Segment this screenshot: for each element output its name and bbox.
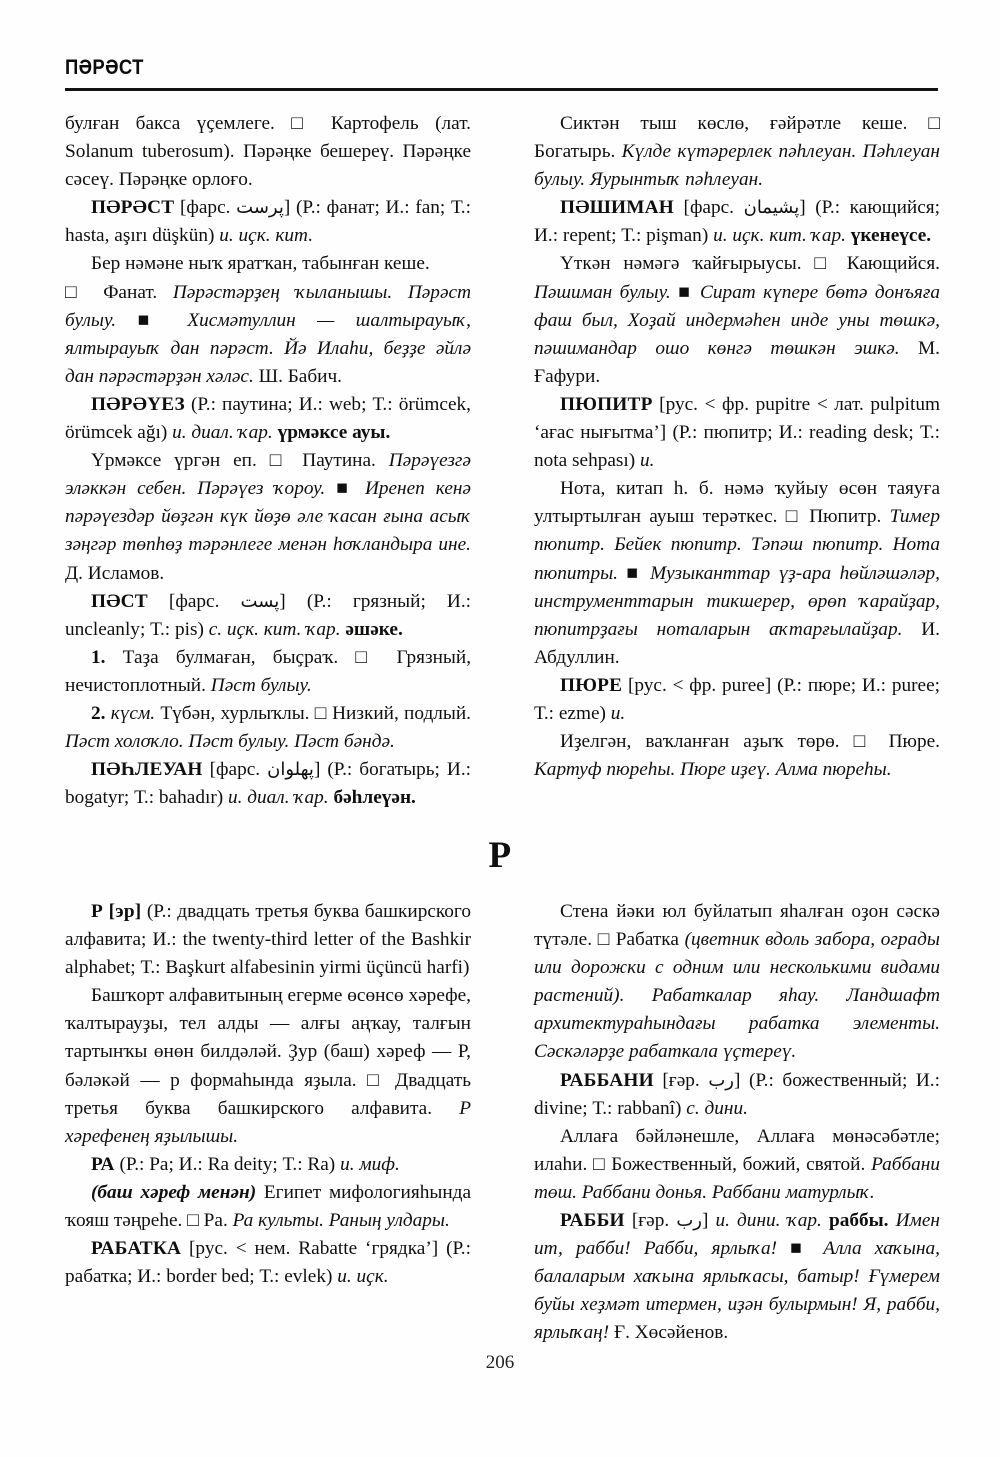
citation-pashiman: ■ Сират күпере бөтә донъяға фаш был, Хоҙай индермәһен инде уны төшкә, пәшимандар ошо көнгә төшкән эшкә.: [534, 281, 941, 359]
sense-rus-2: □ Низкий, подлый.: [314, 702, 471, 724]
etymology-rabatka: [рус. < нем. Rabatte ‘грядка’]: [189, 1238, 439, 1260]
crossref-rabbi: раббы.: [828, 1210, 889, 1232]
citation-pyupitr: ■ Музыканттар үҙ-ара һөйләшәләр, инструменттарын тикшерер, өрөп ҡарайҙар, пюпитрҙағы ноталарын аҡтарғылайҙар.: [534, 562, 940, 640]
static-r15: [778, 506, 786, 527]
right-column-upper: [534, 110, 940, 812]
body-r-letter: [65, 982, 471, 1151]
grammar-pashiman: и. иҫк. кит. ҡар.: [713, 225, 846, 247]
section-letter-heading: Р: [488, 835, 512, 876]
russian-parast: □ Фанат.: [65, 281, 158, 303]
russian-rabbani: □ Божественный, божий, святой.: [593, 1153, 866, 1175]
left-column-lower: [65, 898, 471, 1348]
static-q10: [: [624, 1210, 639, 1232]
static-q6: ]: [733, 1069, 749, 1091]
entry-rabbi: [534, 1207, 940, 1347]
etym-script-parast: پرست: [236, 197, 284, 219]
entry-rabatka-continuation: [534, 898, 940, 1067]
definition-pashiman: Үткән нәмәгә ҡайғырыусы.: [560, 253, 802, 275]
static-r4: [734, 197, 744, 218]
static-sp10: [376, 450, 389, 471]
body-pyure: [534, 728, 940, 784]
headword-r-letter: Р [эр]: [91, 901, 142, 922]
static-l10: [438, 1238, 446, 1259]
grammar-pyure: и.: [610, 702, 626, 724]
glosses-pyure: (Р.: пюре; И.: puree; Т.: ezme): [534, 674, 940, 724]
headword-ra: РА: [91, 1153, 115, 1175]
definition-r-letter: Башҡорт алфавитының егерме өсөнсө хәрефе, ҡалтырауҙы, тел алды — алғы аңҡау, талғын тартынҡы өнөн билдәләй. Ҙур (баш) хәреф — Р, бәләкәй — р формаһында яҙыла.: [65, 985, 471, 1091]
glosses-past: (Р.: грязный; И.: uncleanly; Т.: pis): [65, 590, 472, 640]
entry-pahleuan-continuation: [534, 110, 940, 194]
russian-r-letter: □ Двадцать третья буква башкирского алфавита.: [65, 1069, 472, 1119]
russian-pyupitr: □ Пюпитр.: [785, 506, 882, 528]
entry-rabbani: [534, 1067, 940, 1123]
author-parast: Ш. Бабич.: [258, 365, 342, 387]
definition-parast: [65, 250, 471, 278]
grammar-parauez: и. диал. ҡар.: [172, 422, 273, 444]
glosses-ra: (Р.: Ра; И.: Ra deity; Т.: Ra): [119, 1153, 336, 1175]
entry-parangke-continuation: булған бакса үҫемлеге. □ Картофель (лат. Solanum tuberosum). Пәрәңке бешереү. Пәрәңке сәсеү. Пәрәңке орлоғо.: [65, 113, 471, 191]
crossref-parauez: үрмәксе ауы.: [277, 422, 391, 444]
glosses-r-letter: (Р.: двадцать третья буква башкирского алфавита; И.: the twenty-third letter of the Bashkir alphabet; Т.: Başkurt alfabesinin yirmi üçüncü harfi): [65, 901, 472, 979]
crossref-pahleuan: бәһлеүән.: [333, 787, 416, 809]
static-sp17: [338, 647, 355, 668]
headword-pyupitr: ПЮПИТР: [560, 393, 653, 415]
static-r8: [802, 253, 815, 274]
right-column-lower: [534, 898, 940, 1348]
sense-ex-2: Пәст холоҡло. Пәст булыу. Пәст бәндә.: [65, 731, 395, 753]
etym-lang-parast: фарс.: [186, 197, 231, 219]
examples-pyupitr: Тимер пюпитр. Бейек пюпитр. Тәпәш пюпитр. Нота пюпитры.: [534, 506, 940, 584]
static-r16: [881, 506, 889, 527]
definition-pyupitr: Нота, китап һ. б. нәмә ҡуйыу өсөн таяуға ултыртылған ауыш терәткес.: [534, 478, 940, 528]
russian-pyure: □ Пюре.: [853, 731, 940, 753]
body-rabbani: [534, 1123, 940, 1207]
crossref-pashiman: үкенеүсе.: [850, 225, 932, 247]
glosses-pyupitr: (Р.: пюпитр; И.: reading desk; Т.: nota sehpası): [534, 422, 940, 472]
russian-rabatka: □ Рабатка: [597, 929, 679, 951]
entry-parauez: [65, 391, 471, 447]
examples-parauez: Пәрәүезгә эләккән себен. Пәрәүез ҡороу.: [65, 450, 471, 500]
static-sp16: [105, 647, 122, 668]
examples-pashiman: Пәшиман булыу.: [534, 281, 671, 303]
headword-rabbi: РАББИ: [560, 1210, 625, 1232]
entry-rabatka: [65, 1235, 471, 1291]
grammar-rabatka: и. иҫк.: [337, 1266, 389, 1288]
sense-def-1: Таҙа булмаған, быҫраҡ.: [122, 646, 339, 668]
headword-pashiman: ПӘШИМАН: [560, 197, 674, 219]
citation-parauez: ■ Иренеп кенә пәрәүездәр йөҙгән күк йөҙө әле ҡасан ғына асыҡ зәңгәр төпһөҙ тәрәнлеге менән һоҡландыра ине.: [65, 478, 471, 556]
sense-rus-1: □ Грязный, нечистоплотный.: [65, 646, 472, 696]
etym-lang-rabbani: ғәр.: [668, 1069, 700, 1091]
entry-ra: [65, 1151, 471, 1179]
sense-ex-1: Пәст булыу.: [210, 674, 312, 696]
etym-lang-pashiman: фарс.: [689, 197, 735, 219]
glosses-pahleuan: (Р.: богатырь; И.: bogatyr; Т.: bahadır): [65, 759, 471, 809]
static-sp13: [219, 591, 240, 612]
grammar-parast: и. иҫк. кит.: [219, 225, 314, 247]
examples-ra: Ра культы. Раның улдары.: [232, 1210, 450, 1232]
headword-parast: ПӘРӘСТ: [91, 197, 175, 219]
body-parauez: [65, 447, 471, 587]
etym-script-pashiman: پشیمان: [743, 197, 800, 219]
sense-number-1: 1.: [91, 646, 106, 668]
entry-pyure: [534, 672, 940, 728]
label-ra: (баш хәреф менән): [91, 1181, 257, 1203]
static-b3: [: [202, 759, 217, 781]
russian-pashiman: □ Кающийся.: [814, 253, 941, 275]
etymology-pyupitr: [рус. < фр. pupitre < лат. pulpitum ‘ағас нығытма’]: [534, 393, 941, 444]
grammar-pyupitr: и.: [640, 450, 655, 472]
examples-pahleuan: Күлде күтәрерлек пәһлеуан. Пәһлеуан булыу. Яурынтыҡ пәһлеуан.: [534, 141, 940, 191]
entry-r-letter: [65, 898, 471, 982]
author-rabbi: Ғ. Хөсәйенов.: [613, 1322, 729, 1344]
headword-pahleuan: ПӘҺЛЕУАН: [91, 759, 203, 781]
static-q14: [889, 1210, 896, 1231]
static-r1: [908, 113, 929, 134]
static-r3: [: [673, 197, 690, 219]
entry-parast: [65, 194, 471, 250]
static-sp4: [116, 310, 137, 331]
static-r22: [840, 731, 854, 752]
definition-pyure: Иҙелгән, ваҡланған аҙыҡ төрө.: [560, 731, 840, 753]
running-head: [65, 56, 935, 91]
glosses-pashiman: (Р.: кающийся; И.: repent; Т.: pişman): [534, 197, 940, 247]
entry-pashiman: [534, 194, 940, 250]
glosses-parast: (Р.: фанат; И.: fan; Т.: hasta, aşırı düşkün): [65, 197, 471, 247]
etym-lang-pahleuan: фарс.: [216, 759, 261, 781]
grammar-past: с. иҫк. кит. ҡар.: [208, 618, 341, 640]
entry-pahleuan: [65, 756, 471, 812]
definition-text-parast: Бер нәмәне ныҡ яратҡан, табынған кеше.: [91, 253, 430, 275]
static-l3: [432, 1098, 459, 1119]
static-q3: [624, 985, 651, 1006]
entry-past: [65, 588, 471, 644]
examples-pyure: Картуф пюреһы. Пюре иҙеү. Алма пюреһы.: [534, 759, 892, 781]
running-head-rule: [65, 88, 938, 91]
examples-parast: Пәрәстәрҙең ҡыланышы. Пәрәст булыу.: [65, 281, 471, 331]
examples-r-letter: Р хәрефенең яҙылышы.: [65, 1097, 471, 1147]
grammar-ra: и. миф.: [340, 1153, 400, 1175]
static-r5: ]: [799, 197, 816, 219]
etym-script-past: پست: [240, 590, 280, 612]
static-sp9: [257, 450, 270, 471]
static-l6: [256, 1182, 264, 1203]
static-r18: [902, 619, 921, 640]
headword-pyure: ПЮРЕ: [560, 674, 623, 696]
grammar-pahleuan: и. диал. ҡар.: [227, 787, 329, 809]
headword-rabatka: РАБАТКА: [91, 1238, 182, 1260]
definition-parauez: Үрмәксе үргән еп.: [91, 450, 257, 472]
etym-lang-rabbi: ғәр.: [638, 1210, 670, 1232]
static-sp3: [157, 282, 173, 303]
left-column-upper: [65, 110, 471, 812]
static-b4: ]: [313, 759, 328, 781]
glosses-rabatka: (Р.: рабатка; И.: border bed; Т.: evlek): [65, 1238, 471, 1288]
glosses-parauez: (Р.: паутина; И.: web; Т.: örümcek, örümcek ağı): [65, 393, 471, 444]
author-parauez: Д. Исламов.: [65, 562, 165, 584]
static-b1: [: [147, 590, 176, 612]
sense-past-2: [65, 700, 471, 756]
etymology-pyure: [рус. < фр. puree]: [627, 674, 772, 696]
body-pyupitr: [534, 475, 940, 672]
author-pashiman: М. Ғафури.: [534, 337, 940, 387]
static-l2: [357, 1070, 368, 1091]
static-b2: ]: [279, 590, 307, 612]
etym-script-pahleuan: پهلوان: [267, 759, 314, 781]
author-pyupitr: И. Абдуллин.: [534, 618, 940, 668]
sense-past-1: [65, 644, 471, 700]
static-bracket-close: ]: [283, 197, 296, 219]
upper-columns: [65, 110, 940, 812]
grammar-rabbani: с. дини.: [686, 1097, 748, 1119]
definition-rabatka: Стена йәки юл буйлатып яһалған оҙон сәскә түтәле.: [534, 901, 940, 951]
citation-rabbi: ■ Алла хаҡына, балаларым хаҡына ярлыҡасы, батыр! Ғүмерем буйы хеҙмәт итермен, иҙән булырмын! Я, рабби, ярлыҡаң!: [534, 1238, 941, 1344]
headword-parauez: ПӘРӘҮЕЗ: [91, 393, 185, 415]
sense-label-2: күсм.: [110, 702, 156, 724]
etym-script-rabbani: رب: [708, 1069, 734, 1091]
static-sp11: [325, 478, 336, 499]
examples-rabbani: Раббани төш. Раббани донья. Раббани матурлыҡ.: [534, 1153, 940, 1203]
examples-rabbi: Имен ит, рабби! Рабби, ярлыҡа!: [534, 1210, 940, 1260]
russian-parauez: □ Паутина.: [269, 450, 376, 472]
sense-number-2: 2.: [91, 702, 106, 724]
definition-pahleuan: Сиктән тыш көслө, ғәйрәтле кеше.: [560, 113, 908, 134]
etym-lang-past: фарс.: [175, 590, 220, 612]
headword-rabbani: РАББАНИ: [560, 1069, 654, 1091]
page-number: 206: [485, 1352, 515, 1373]
static-q13: [822, 1210, 829, 1231]
russian-ra: □ Ра.: [187, 1210, 228, 1232]
russian-pahleuan: □ Богатырь.: [534, 113, 940, 163]
static-l9: [181, 1238, 189, 1259]
body-pashiman: [534, 250, 940, 390]
definition-ra: Египет мифологияһында ҡояш тәңреһе.: [65, 1181, 472, 1232]
crossref-past: әшәке.: [345, 618, 403, 640]
running-head-title: ПӘРӘСТ: [65, 56, 144, 79]
static-q12: ]: [701, 1210, 716, 1232]
static-q15: [777, 1238, 790, 1259]
russian-gloss-rabatka: (цветник вдоль забора, ограды или дорожки с одним или несколькими видами растений).: [534, 929, 940, 1007]
russian-and-examples-parast: [65, 279, 471, 391]
sense-def-2: Түбән, хурлыҡлы.: [160, 702, 310, 724]
entry-pyupitr: [534, 391, 940, 475]
etym-script-rabbi: رب: [676, 1210, 702, 1232]
citation-parast: ■ Хисмәтуллин — шалтырауыҡ, ялтырауыҡ дан пәрәст. Йә Илаһи, беҙҙе әйлә дан пәрәстәрҙән хәләс.: [65, 309, 471, 387]
static-r11: [900, 338, 918, 359]
static-bracket-open: [: [174, 197, 187, 219]
headword-past: ПӘСТ: [91, 590, 148, 612]
grammar-rabbi: и. дини. ҡар.: [715, 1210, 822, 1232]
definition-rabbani: Аллаға бәйләнешле, Аллаға мөнәсәбәтле; илаһи.: [534, 1125, 940, 1175]
static-q4: [: [653, 1069, 669, 1091]
examples-rabatka: Рабаткалар яһау. Ландшафт архитектураһындағы рабатка элементы. Сәскәләрҙе рабаткала үҫтереү.: [534, 985, 940, 1063]
glosses-rabbani: (Р.: божественный; И.: divine; Т.: rabbanî): [534, 1069, 940, 1119]
body-ra: [65, 1179, 471, 1235]
lower-columns: [65, 898, 940, 1348]
